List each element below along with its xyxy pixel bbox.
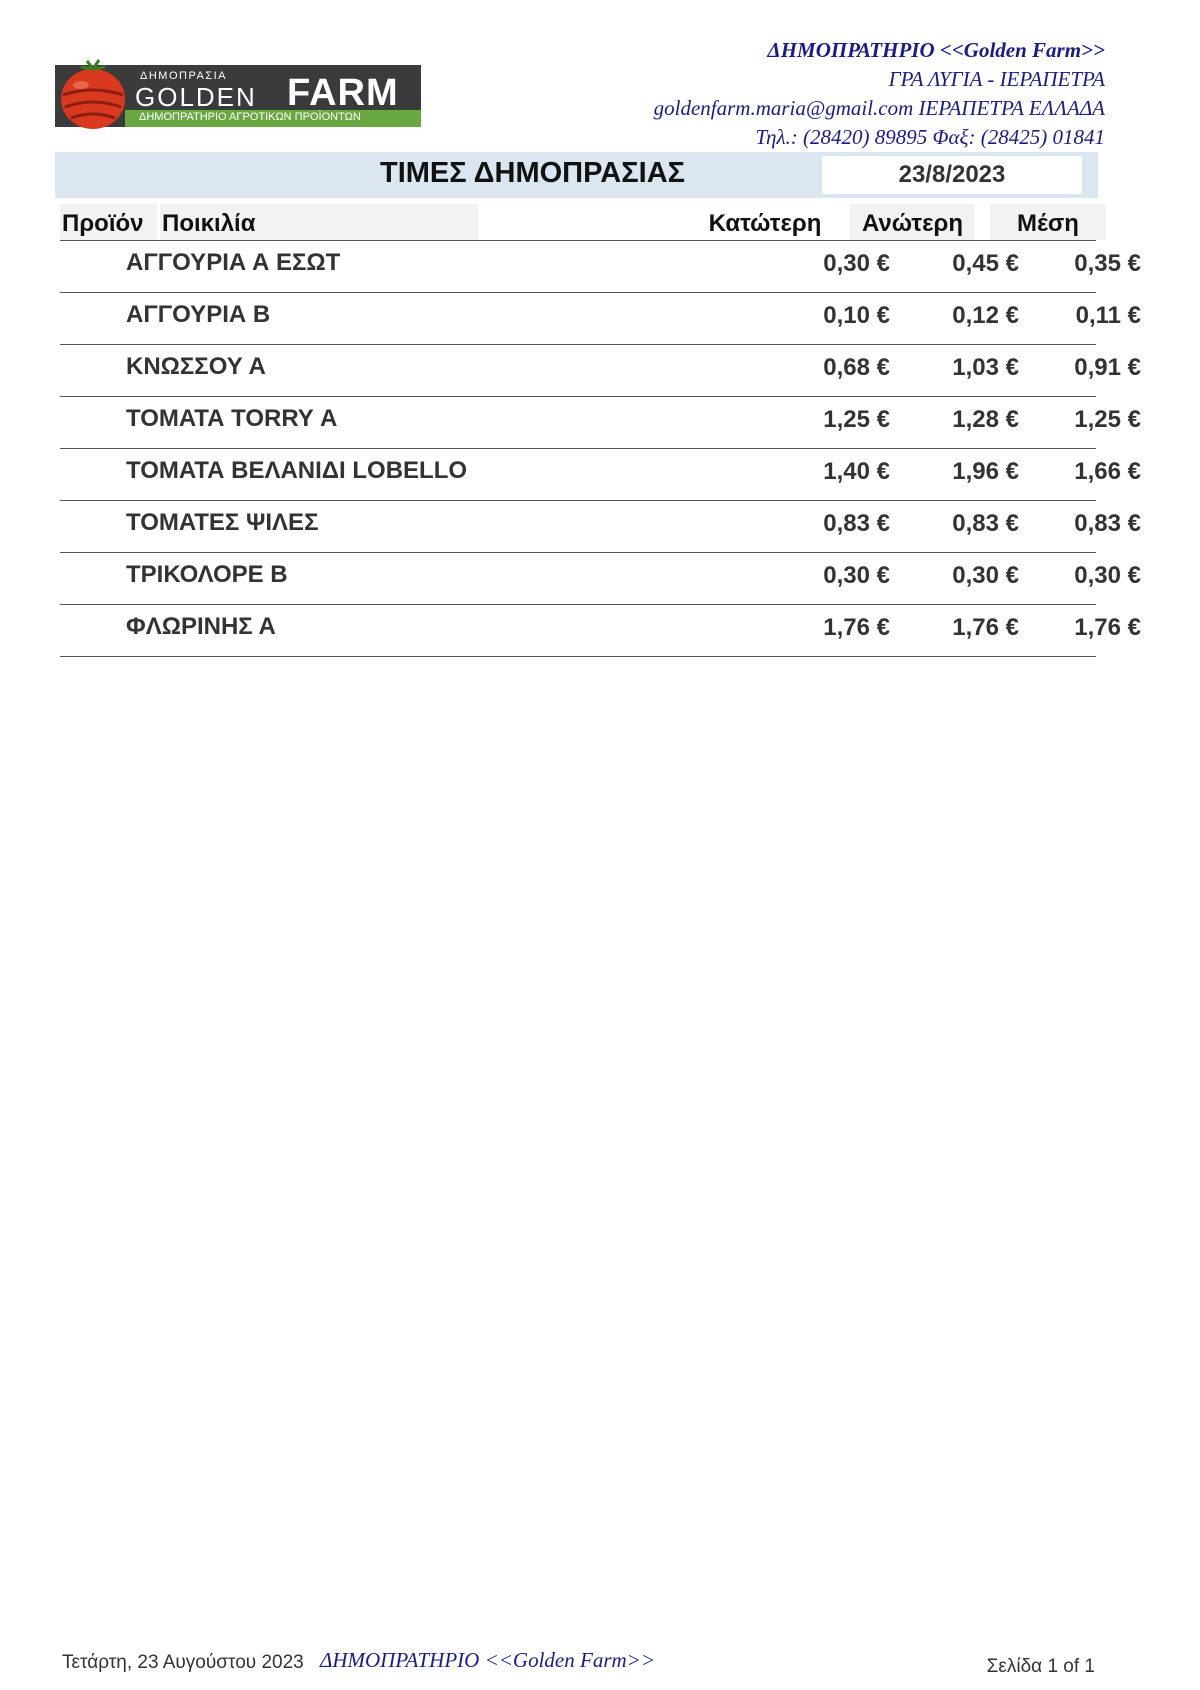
price-low: 1,40 € [823,458,890,485]
price-low: 0,68 € [823,354,890,381]
company-phones: Τηλ.: (28420) 89895 Φαξ: (28425) 01841 [755,125,1105,149]
price-avg: 0,11 € [1075,302,1141,329]
variety-name: ΑΓΓΟΥΡΙΑ Α ΕΣΩΤ [126,249,341,276]
variety-name: ΦΛΩΡΙΝΗΣ Α [126,613,276,640]
company-address: ΓΡΑ ΛΥΓΙΑ - ΙΕΡΑΠΕΤΡΑ [888,67,1105,91]
footer-company: ΔΗΜΟΠΡΑΤΗΡΙΟ <<Golden Farm>> [320,1648,656,1672]
footer-page-number: Σελίδα 1 of 1 [986,1656,1095,1677]
price-low: 0,30 € [823,562,890,589]
company-email-city: goldenfarm.maria@gmail.com ΙΕΡΑΠΕΤΡΑ ΕΛΛΑΔΑ [653,96,1105,120]
price-high: 1,76 € [952,614,1019,641]
price-low: 0,83 € [823,510,890,537]
column-header-product: Προϊόν [60,204,157,240]
table-row [60,449,1141,501]
price-avg: 0,30 € [1074,562,1141,589]
logo-farm-text: FARM [287,72,399,114]
price-avg: 1,76 € [1074,614,1141,641]
price-high: 0,83 € [952,510,1019,537]
price-avg: 0,35 € [1074,250,1141,277]
price-low: 1,76 € [823,614,890,641]
page-title: ΤΙΜΕΣ ΔΗΜΟΠΡΑΣΙΑΣ [380,157,686,189]
variety-name: ΚΝΩΣΣΟΥ Α [126,353,266,380]
column-header-low: Κατώτερη [700,204,830,240]
company-info [654,36,1105,152]
variety-name: ΑΓΓΟΥΡΙΑ Β [126,301,271,328]
price-low: 0,10 € [823,302,890,329]
variety-name: ΤΟΜΑΤΑ TORRY Α [126,405,338,432]
price-low: 1,25 € [823,406,890,433]
table-row [60,553,1141,605]
price-avg: 1,25 € [1074,406,1141,433]
tomato-icon [57,55,129,131]
price-avg: 0,91 € [1074,354,1141,381]
table-row [60,241,1141,293]
price-high: 1,96 € [952,458,1019,485]
logo-golden-text: GOLDEN [135,82,257,112]
variety-name: ΤΟΜΑΤΕΣ ΨΙΛΕΣ [126,509,319,536]
table-row [60,345,1141,397]
logo-subtitle: ΔΗΜΟΠΡΑΤΗΡΙΟ ΑΓΡΟΤΙΚΩΝ ΠΡΟΪΟΝΤΩΝ [139,111,361,123]
variety-name: ΤΟΜΑΤΑ ΒΕΛΑΝΙΔΙ LOBELLO [126,457,468,484]
footer-date: Τετάρτη, 23 Αυγούστου 2023 [62,1652,304,1673]
price-avg: 1,66 € [1074,458,1141,485]
logo-auction-label: ΔΗΜΟΠΡΑΣΙΑ [140,70,228,82]
auction-date: 23/8/2023 [822,156,1082,194]
price-table [60,241,1141,657]
price-high: 0,30 € [952,562,1019,589]
table-row [60,397,1141,449]
price-high: 1,03 € [952,354,1019,381]
golden-farm-logo [55,50,421,130]
table-row [60,605,1141,657]
table-row [60,501,1141,553]
column-header-high: Ανώτερη [850,204,975,240]
price-high: 0,45 € [952,250,1019,277]
price-avg: 0,83 € [1074,510,1141,537]
price-high: 1,28 € [952,406,1019,433]
price-low: 0,30 € [823,250,890,277]
company-name: ΔΗΜΟΠΡΑΤΗΡΙΟ <<Golden Farm>> [767,38,1105,62]
price-high: 0,12 € [952,302,1019,329]
variety-name: ΤΡΙΚΟΛΟΡΕ Β [126,561,288,588]
column-header-variety: Ποικιλία [160,204,478,240]
column-header-avg: Μέση [990,204,1106,240]
table-row [60,293,1141,345]
